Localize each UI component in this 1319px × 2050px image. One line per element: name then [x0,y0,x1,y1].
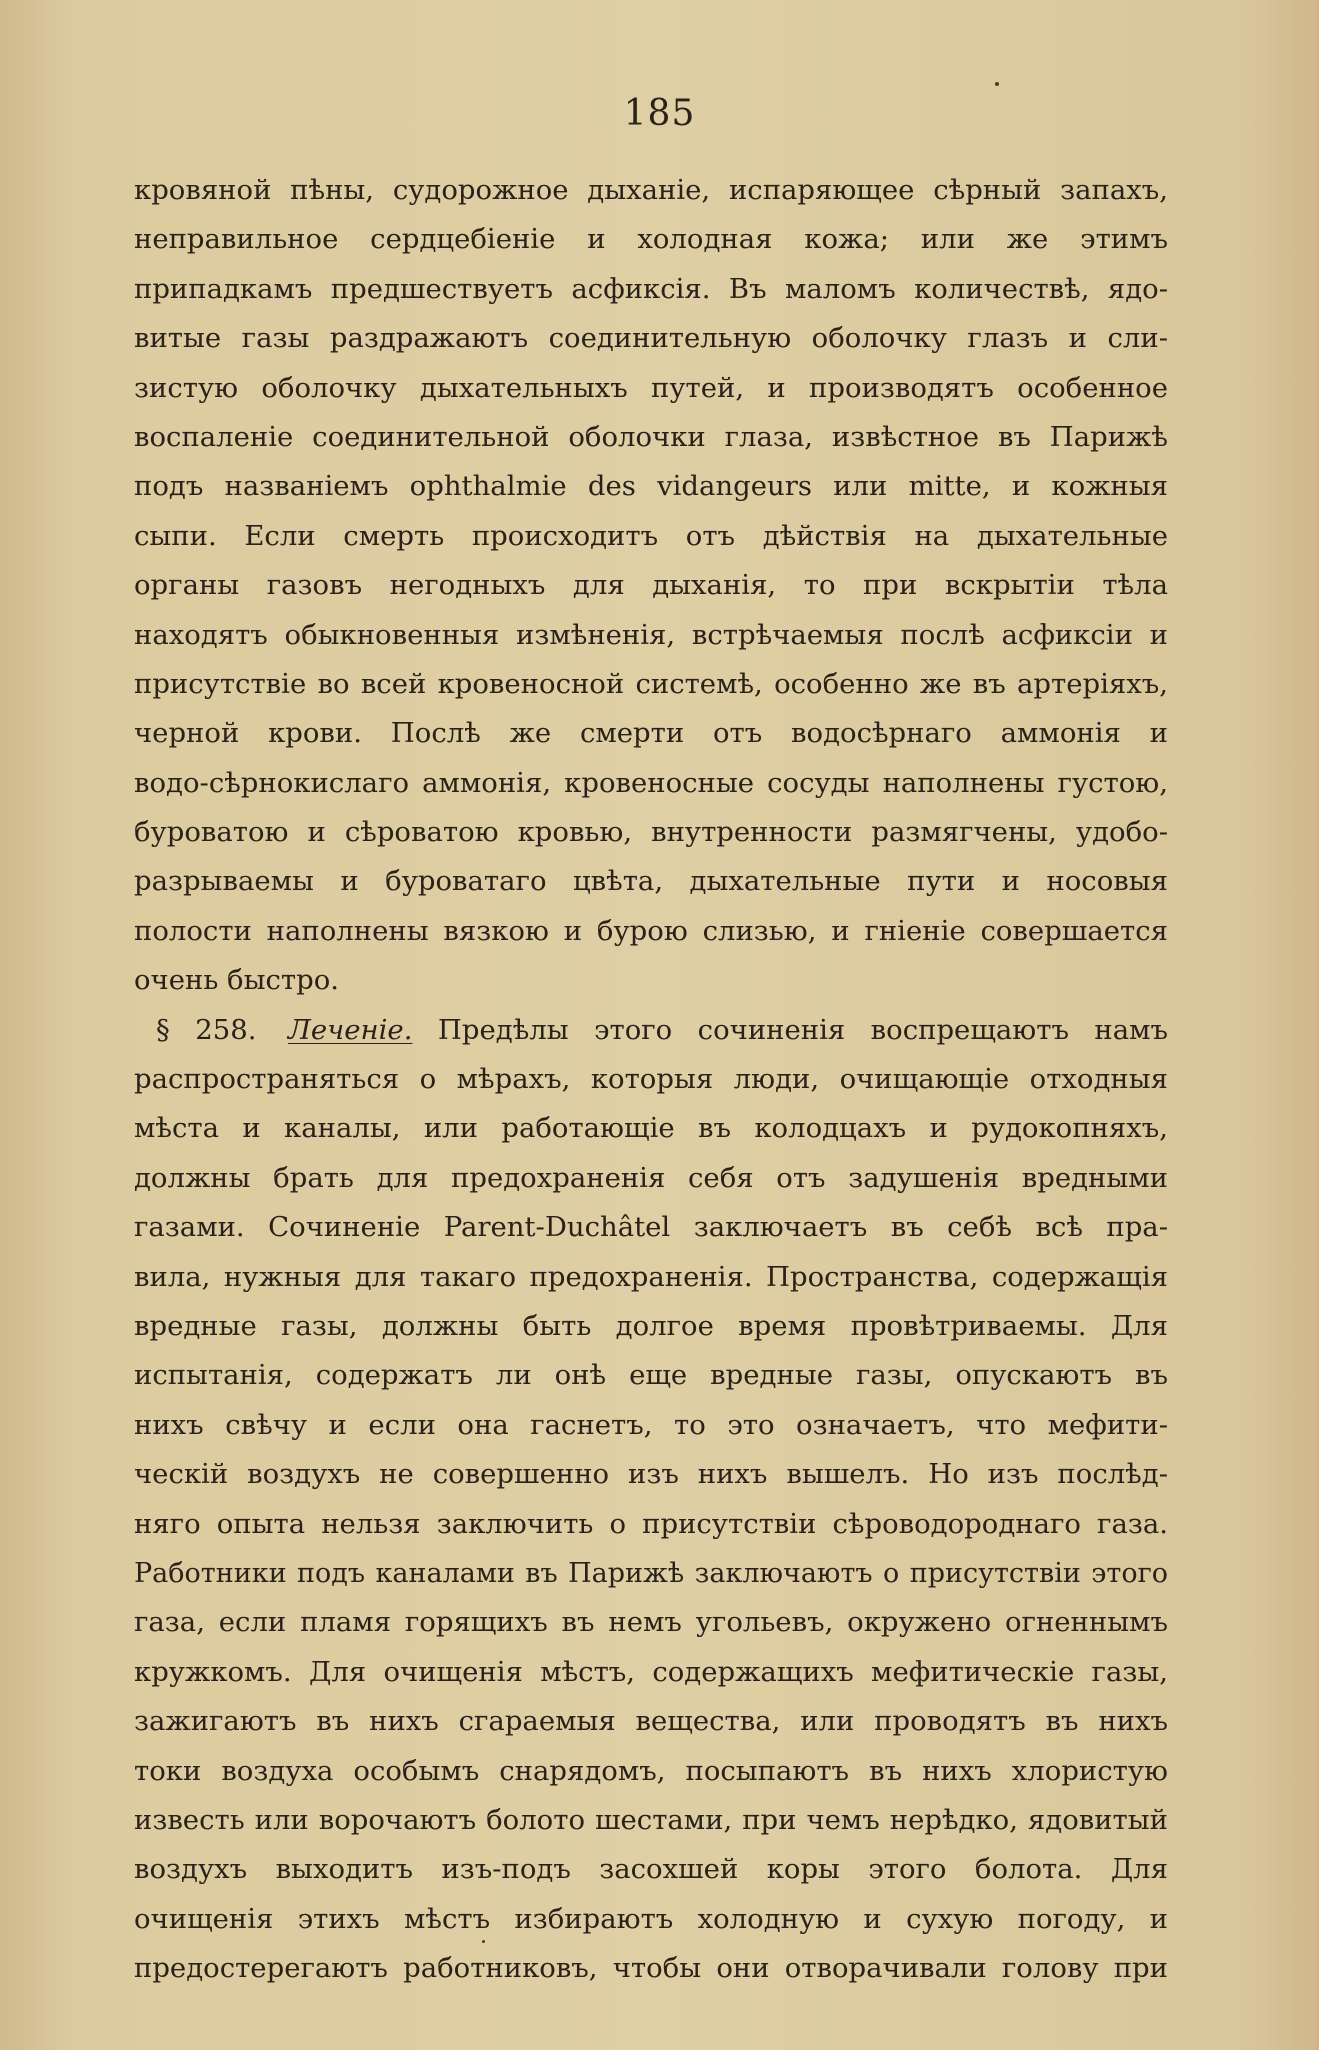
text-line: токи воздуха особымъ снарядомъ, посыпаютъ въ нихъ хлористую [134,1754,1168,1787]
text-line: нихъ свѣчу и если она гаснетъ, то это означаетъ, что мефити- [134,1408,1168,1441]
text-line: должны брать для предохраненія себя отъ задушенія вредными [134,1161,1168,1194]
text-line: витые газы раздражаютъ соединительную оболочку глазъ и сли- [134,322,1168,355]
page-number: 185 [623,93,696,134]
text-line: распространяться о мѣрахъ, которыя люди, очищающіе отходныя [134,1063,1168,1096]
text-line: неправильное сердцебіеніе и холодная кожа; или же этимъ [134,223,1168,256]
text-line: находятъ обыкновенныя измѣненія, встрѣчаемыя послѣ асфиксіи и [134,618,1168,651]
text-line: газа, если пламя горящихъ въ немъ угольевъ, окружено огненнымъ [134,1606,1168,1639]
text-line: мѣста и каналы, или работающіе въ колодцахъ и рудокопняхъ, [134,1112,1168,1145]
text-line: кружкомъ. Для очищенія мѣстъ, содержащихъ мефитическіе газы, [134,1655,1168,1688]
text-line: водо-сѣрнокислаго аммонія, кровеносные сосуды наполнены густою, [134,766,1168,799]
ink-speck [482,1940,485,1943]
text-line: сыпи. Если смерть происходитъ отъ дѣйствія на дыхательные [134,519,1168,552]
text-line: разрываемы и буроватаго цвѣта, дыхательные пути и носовыя [134,865,1168,898]
text-line: присутствіе во всей кровеносной системѣ, особенно же въ артеріяхъ, [134,667,1168,700]
text-line: зистую оболочку дыхательныхъ путей, и производятъ особенное [134,371,1168,404]
text-line: буроватою и сѣроватою кровью, внутренности размягчены, удобо- [134,816,1168,849]
section-heading-line [134,1006,1168,1055]
text-line: кровяной пѣны, судорожное дыханіе, испаряющее сѣрный запахъ, [134,174,1168,206]
body-text [134,166,1168,1993]
text-line: ческій воздухъ не совершенно изъ нихъ вышелъ. Но изъ послѣд- [134,1458,1168,1491]
text-line: воспаленіе соединительной оболочки глаза, извѣстное въ Парижѣ [134,420,1168,453]
text-line: полости наполнены вязкою и бурою слизью, и гніеніе совершается [134,914,1168,947]
text-line: подъ названіемъ ophthalmie des vidangeurs или mitte, и кожныя [134,470,1168,503]
text-line: предостерегаютъ работниковъ, чтобы они отворачивали голову при [134,1952,1168,1985]
text-line: вила, нужныя для такаго предохраненія. Пространства, содержащія [134,1260,1168,1293]
ink-speck [995,82,999,86]
text-line: припадкамъ предшествуетъ асфиксія. Въ маломъ количествѣ, ядо- [134,272,1168,305]
text-line: испытанія, содержатъ ли онѣ еще вредные газы, опускаютъ въ [134,1359,1168,1392]
text-line: газами. Сочиненіе Parent-Duchâtel заключаетъ въ себѣ всѣ пра- [134,1211,1168,1244]
text-line: вредные газы, должны быть долгое время провѣтриваемы. Для [134,1309,1168,1342]
text-line: воздухъ выходитъ изъ-подъ засохшей коры этого болота. Для [134,1853,1168,1886]
text-line: органы газовъ негодныхъ для дыханія, то при вскрытіи тѣла [134,569,1168,602]
text-line: черной крови. Послѣ же смерти отъ водосѣрнаго аммонія и [134,717,1168,750]
section-number: § 258. [156,1013,257,1046]
text-line: зажигаютъ въ нихъ сгараемыя вещества, или проводятъ въ нихъ [134,1705,1168,1738]
section-first-line-text: Предѣлы этого сочиненія воспрещаютъ намъ [437,1013,1168,1046]
section-title: Леченіе. [287,1013,413,1046]
text-line: известь или ворочаютъ болото шестами, при чемъ нерѣдко, ядовитый [134,1803,1168,1836]
text-line: няго опыта нельзя заключить о присутствіи сѣроводороднаго газа. [134,1507,1168,1540]
text-line: очищенія этихъ мѣстъ избираютъ холодную и сухую погоду, и [134,1902,1168,1935]
text-line: очень быстро. [134,964,340,997]
text-line: Работники подъ каналами въ Парижѣ заключаютъ о присутствіи этого [134,1557,1168,1589]
